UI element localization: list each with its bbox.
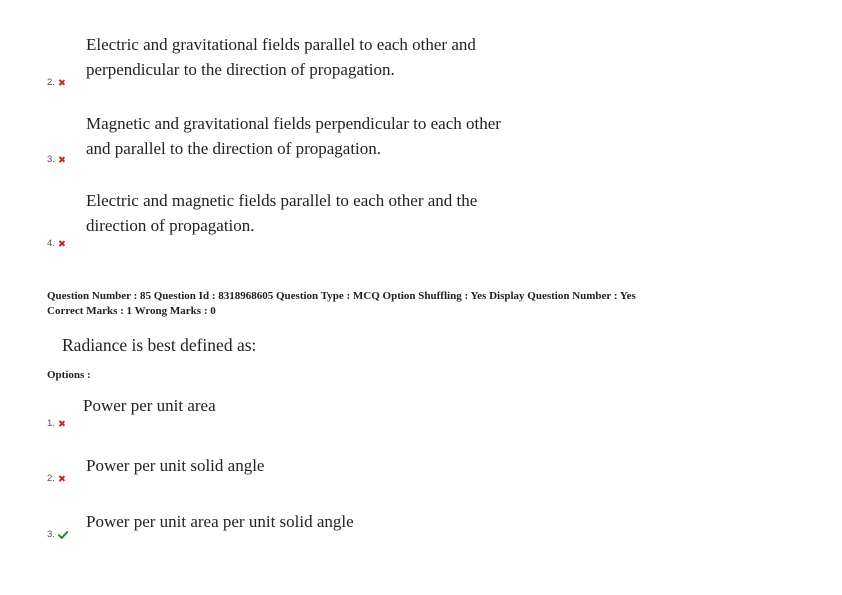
option-number-label: 2.	[47, 473, 55, 484]
cross-mark-icon	[58, 79, 65, 86]
cross-mark-icon	[58, 240, 65, 247]
option-number	[47, 154, 65, 165]
cross-mark-icon	[58, 156, 65, 163]
option-number	[47, 238, 65, 249]
option-text: Power per unit solid angle	[86, 456, 265, 475]
option-number	[47, 77, 65, 88]
options-label: Options :	[47, 369, 91, 381]
check-mark-icon	[58, 531, 68, 539]
option-number	[47, 473, 65, 484]
cross-mark-icon	[58, 475, 65, 482]
question-marks: Correct Marks : 1 Wrong Marks : 0	[47, 305, 216, 317]
option-number-label: 3.	[47, 154, 55, 165]
option-text: Magnetic and gravitational fields perpendicular to each other and parallel to the direction of propagation.	[86, 114, 501, 158]
option-text: Electric and magnetic fields parallel to each other and the direction of propagation.	[86, 191, 478, 235]
option-text: Power per unit area	[83, 396, 216, 415]
question-meta: Question Number : 85 Question Id : 8318968605 Question Type : MCQ Option Shuffling : Yes Display Question Number : Yes	[47, 290, 636, 302]
option-number-label: 1.	[47, 418, 55, 429]
option-number-label: 2.	[47, 77, 55, 88]
option-number	[47, 529, 68, 540]
option-number	[47, 418, 65, 429]
option-text: Power per unit area per unit solid angle	[86, 512, 354, 531]
option-text: Electric and gravitational fields parallel to each other and perpendicular to the direction of propagation.	[86, 35, 476, 79]
cross-mark-icon	[58, 420, 65, 427]
option-number-label: 4.	[47, 238, 55, 249]
option-number-label: 3.	[47, 529, 55, 540]
question-text: Radiance is best defined as:	[62, 335, 257, 355]
